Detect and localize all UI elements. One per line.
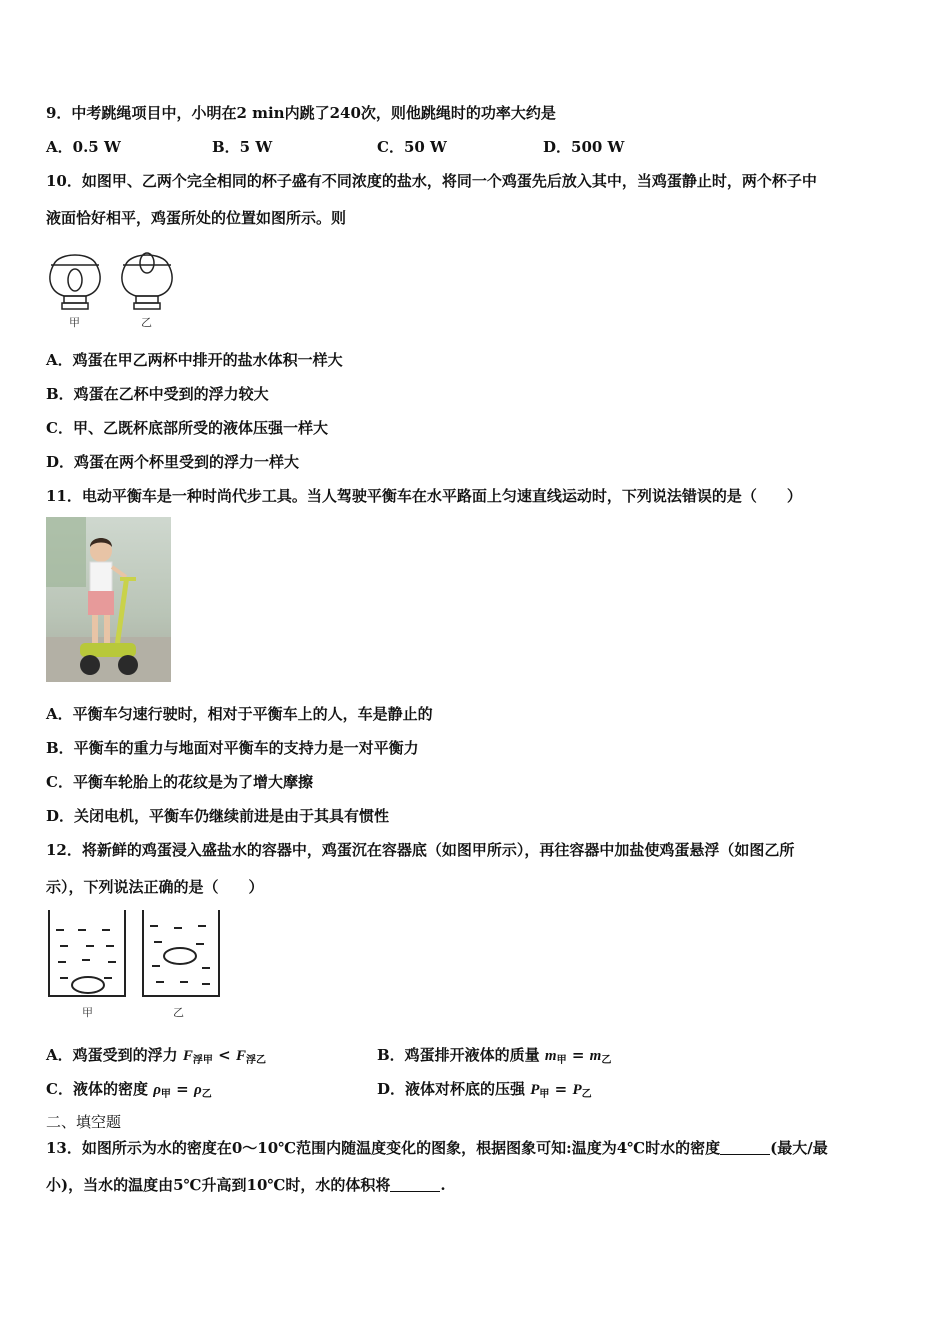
q10-egg-cups-figure	[46, 244, 186, 330]
q12-option-b	[377, 1045, 611, 1071]
scooter-wheel-right	[118, 655, 138, 675]
egg-suspended-yi	[164, 948, 196, 964]
q12-c-prefix: C．液体的密度	[46, 1080, 148, 1098]
q12-d-sym2: P	[572, 1082, 582, 1098]
q11-option-b: B．平衡车的重力与地面对平衡车的支持力是一对平衡力	[46, 739, 419, 757]
q12-containers-figure	[46, 908, 224, 1020]
child-shirt	[90, 562, 112, 592]
q12-d-sub2: 乙	[581, 1089, 592, 1100]
q12-option-a	[46, 1045, 266, 1071]
q12-b-sub2: 乙	[601, 1055, 612, 1066]
cup-yi-body	[122, 255, 172, 296]
q9-option-d: D．500 W	[543, 138, 625, 156]
cup-yi-base-top	[136, 296, 158, 303]
q12-a-sym2: F	[235, 1048, 246, 1064]
q11-photo-svg	[46, 517, 171, 682]
q12-a-relation: <	[218, 1046, 231, 1064]
q12-a-sub2: 浮乙	[245, 1055, 266, 1066]
q11-stem: 11．电动平衡车是一种时尚代步工具。当人驾驶平衡车在水平路面上匀速直线运动时，下列说法错误的是（ ）	[46, 487, 802, 505]
section-title-fill-in: 二、填空题	[46, 1113, 122, 1131]
q11-balance-car-photo	[46, 517, 171, 682]
q12-d-sym1: P	[530, 1082, 540, 1098]
q13-part2: (最大/最	[770, 1139, 828, 1157]
q12-c-sub2: 乙	[201, 1089, 212, 1100]
q13-part3: 小)，当水的温度由5℃升高到10℃时，水的体积将	[46, 1176, 391, 1194]
q9-option-c: C．50 W	[377, 138, 447, 156]
q13-blank-2[interactable]	[390, 1177, 440, 1192]
q12-fig-label-yi: 乙	[173, 1006, 184, 1019]
q12-d-relation: =	[554, 1080, 568, 1098]
q12-b-sym2: m	[589, 1048, 602, 1064]
cup-jia-body	[50, 255, 100, 296]
child-shorts	[88, 591, 114, 615]
q12-a-sub1: 浮甲	[192, 1055, 213, 1066]
q13-part4: .	[440, 1176, 446, 1194]
container-jia	[49, 910, 125, 996]
child-leg-left	[92, 615, 98, 643]
q12-stem-line2: 示），下列说法正确的是（ ）	[46, 878, 264, 896]
q13-line1	[46, 1138, 828, 1158]
q12-stem-line1: 12．将新鲜的鸡蛋浸入盛盐水的容器中，鸡蛋沉在容器底（如图甲所示），再往容器中加盐使鸡蛋悬浮（如图乙所	[46, 841, 795, 859]
q10-stem-line1: 10．如图甲、乙两个完全相同的杯子盛有不同浓度的盐水，将同一个鸡蛋先后放入其中，当鸡蛋静止时，两个杯子中	[46, 172, 817, 190]
container-jia-liquid-dashes	[56, 930, 116, 978]
q12-c-relation: =	[176, 1080, 189, 1098]
q12-b-relation: =	[571, 1046, 585, 1064]
q12-d-prefix: D．液体对杯底的压强	[377, 1080, 526, 1098]
q10-option-b: B．鸡蛋在乙杯中受到的浮力较大	[46, 385, 269, 403]
q12-b-sub1: 甲	[556, 1055, 567, 1066]
q12-a-sym1: F	[182, 1048, 193, 1064]
cup-jia-base-bottom	[62, 303, 88, 309]
scooter-platform	[80, 643, 136, 657]
q10-option-d: D．鸡蛋在两个杯里受到的浮力一样大	[46, 453, 300, 471]
q13-line2	[46, 1175, 446, 1195]
q12-option-d	[377, 1079, 592, 1105]
cup-jia-base-top	[64, 296, 86, 303]
q10-figure-svg	[46, 244, 186, 330]
q9-stem: 9．中考跳绳项目中，小明在2 min内跳了240次，则他跳绳时的功率大约是	[46, 104, 556, 122]
scooter-wheel-left	[80, 655, 100, 675]
q12-c-sub1: 甲	[160, 1089, 171, 1100]
cup-yi-base-bottom	[134, 303, 160, 309]
q12-c-sym2: ρ	[193, 1082, 202, 1098]
child-leg-right	[104, 615, 110, 643]
q12-b-prefix: B．鸡蛋排开液体的质量	[377, 1046, 540, 1064]
q9-option-a: A．0.5 W	[46, 138, 121, 156]
q12-figure-svg	[46, 908, 224, 1020]
q13-blank-1[interactable]	[720, 1140, 770, 1155]
container-yi-liquid-dashes	[150, 926, 210, 984]
q10-fig-label-yi: 乙	[141, 316, 152, 329]
q12-a-prefix: A．鸡蛋受到的浮力	[46, 1046, 178, 1064]
q11-option-d: D．关闭电机，平衡车仍继续前进是由于其具有惯性	[46, 807, 390, 825]
q12-b-sym1: m	[544, 1048, 557, 1064]
q12-option-c	[46, 1079, 212, 1105]
q10-option-c: C．甲、乙既杯底部所受的液体压强一样大	[46, 419, 328, 437]
q10-stem-line2: 液面恰好相平，鸡蛋所处的位置如图所示。则	[46, 209, 347, 227]
q12-c-sym1: ρ	[153, 1082, 161, 1098]
q12-fig-label-jia: 甲	[82, 1006, 93, 1019]
egg-jia	[68, 269, 82, 291]
q9-option-b: B．5 W	[212, 138, 273, 156]
q12-d-sub1: 甲	[539, 1089, 550, 1100]
q10-option-a: A．鸡蛋在甲乙两杯中排开的盐水体积一样大	[46, 351, 343, 369]
q11-option-c: C．平衡车轮胎上的花纹是为了增大摩擦	[46, 773, 313, 791]
q10-fig-label-jia: 甲	[69, 316, 80, 329]
q11-option-a: A．平衡车匀速行驶时，相对于平衡车上的人，车是静止的	[46, 705, 433, 723]
photo-foliage	[46, 517, 86, 587]
egg-yi	[140, 253, 154, 273]
q13-part1: 13．如图所示为水的密度在0～10℃范围内随温度变化的图象，根据图象可知:温度为4℃时水的密度	[46, 1139, 721, 1157]
egg-sunk-jia	[72, 977, 104, 993]
